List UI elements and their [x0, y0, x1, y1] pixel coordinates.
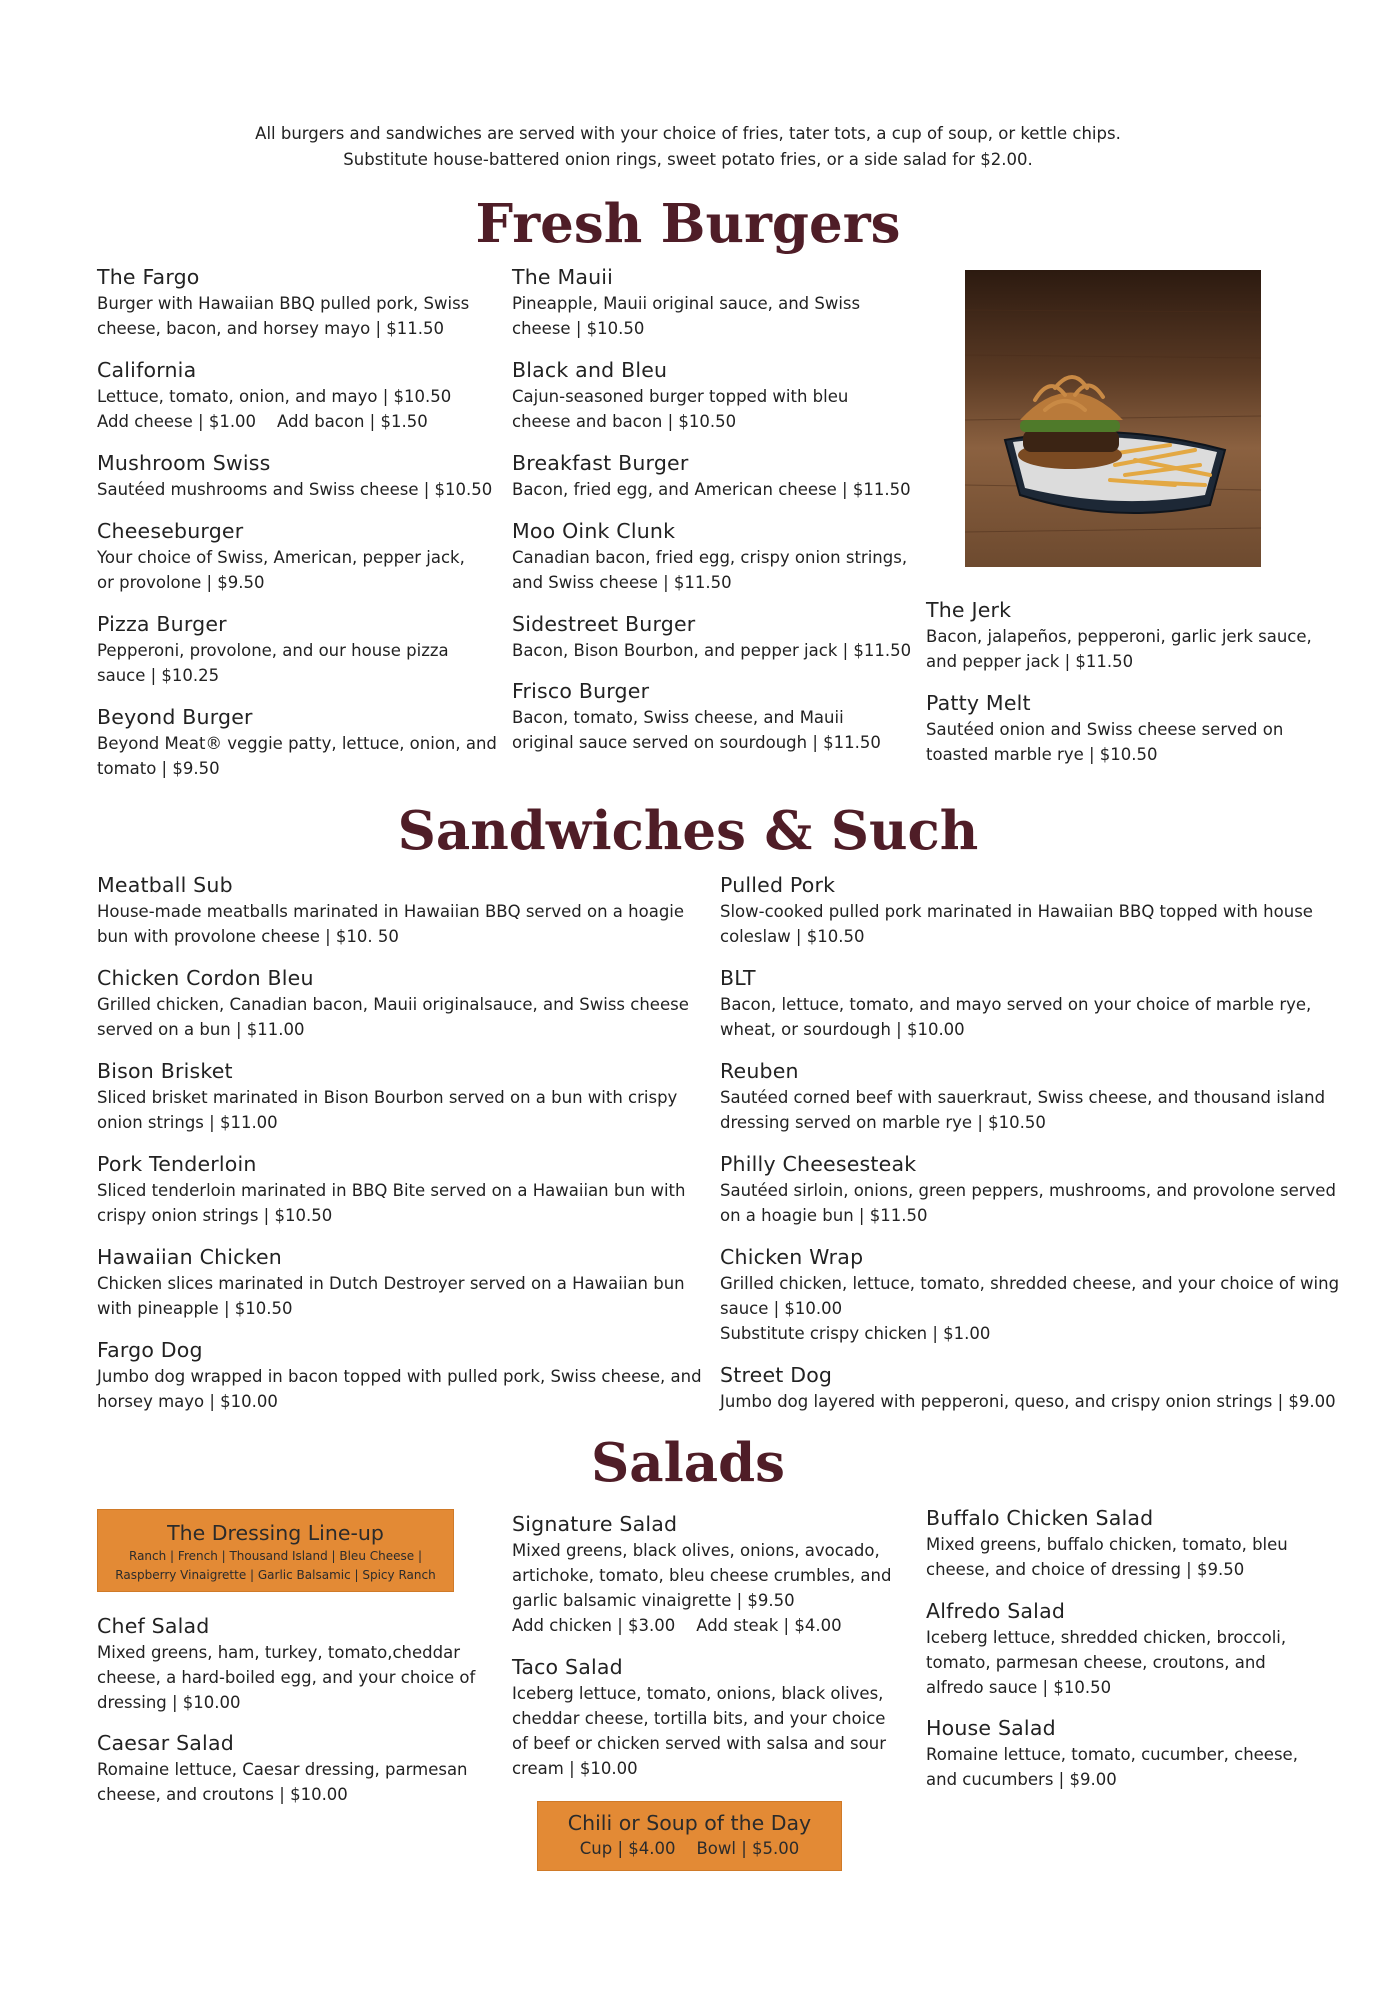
item-name: Beyond Burger: [97, 705, 253, 729]
item-line: on a hoagie bun | $11.50: [720, 1206, 928, 1225]
menu-item: [97, 1150, 687, 1228]
item-line: cheese, a hard-boiled egg, and your choice of: [97, 1668, 476, 1687]
item-name: House Salad: [926, 1716, 1056, 1740]
item-description: [512, 1681, 912, 1781]
item-name: Taco Salad: [512, 1655, 623, 1679]
menu-item: [512, 610, 912, 663]
item-description: [97, 992, 687, 1042]
intro-note: [0, 121, 1376, 173]
section-title-salads: Salads: [591, 1432, 785, 1494]
item-name: Moo Oink Clunk: [512, 519, 676, 543]
menu-item: [97, 449, 497, 502]
item-line: sauce | $10.00: [720, 1299, 843, 1318]
menu-item: [926, 596, 1326, 674]
menu-item: [720, 1057, 1326, 1135]
item-line: garlic balsamic vinaigrette | $9.50: [512, 1591, 795, 1610]
burger-and-fries-icon: [965, 270, 1261, 567]
item-name: Reuben: [720, 1059, 799, 1083]
item-line: Sautéed mushrooms and Swiss cheese | $10.50: [97, 480, 493, 499]
item-line: Sliced brisket marinated in Bison Bourbon served on a bun with crispy: [97, 1088, 678, 1107]
item-name: Sidestreet Burger: [512, 612, 696, 636]
menu-item: [97, 964, 687, 1042]
item-line: dressing served on marble rye | $10.50: [720, 1113, 1046, 1132]
menu-item: [97, 1729, 497, 1807]
item-name: Hawaiian Chicken: [97, 1245, 282, 1269]
item-line: tomato, parmesan cheese, croutons, and: [926, 1653, 1266, 1672]
item-line: Romaine lettuce, Caesar dressing, parmesan: [97, 1760, 468, 1779]
item-description: [97, 384, 497, 434]
item-name: Breakfast Burger: [512, 451, 689, 475]
item-line: Canadian bacon, fried egg, crispy onion strings,: [512, 548, 908, 567]
menu-item: [720, 1243, 1340, 1346]
burger-photo: [965, 270, 1261, 567]
item-description: [97, 1085, 687, 1135]
item-description: [97, 1757, 497, 1807]
menu-item: [720, 964, 1310, 1042]
item-name: Alfredo Salad: [926, 1599, 1066, 1623]
item-line: Grilled chicken, Canadian bacon, Mauii originalsauce, and Swiss cheese: [97, 995, 689, 1014]
item-description: [926, 624, 1326, 674]
item-line: coleslaw | $10.50: [720, 927, 865, 946]
item-line: Chicken slices marinated in Dutch Destroyer served on a Hawaiian bun: [97, 1274, 685, 1293]
item-line: bun with provolone cheese | $10. 50: [97, 927, 399, 946]
item-line: with pineapple | $10.50: [97, 1299, 293, 1318]
item-line: and cucumbers | $9.00: [926, 1770, 1117, 1789]
menu-item: [720, 1361, 1336, 1414]
item-line: cream | $10.00: [512, 1759, 638, 1778]
item-name: Pulled Pork: [720, 873, 836, 897]
item-line: cheese, bacon, and horsey mayo | $11.50: [97, 319, 444, 338]
chili-soup-box: [537, 1801, 842, 1871]
item-description: [512, 477, 912, 502]
menu-item: [926, 1504, 1326, 1582]
item-line: Pineapple, Mauii original sauce, and Swiss: [512, 294, 861, 313]
item-description: [926, 1742, 1326, 1792]
item-line: Sautéed sirloin, onions, green peppers, mushrooms, and provolone served: [720, 1181, 1336, 1200]
item-description: [926, 1532, 1326, 1582]
item-line: Bacon, Bison Bourbon, and pepper jack | $11.50: [512, 641, 912, 660]
item-line: of beef or chicken served with salsa and sour: [512, 1734, 886, 1753]
item-line: and Swiss cheese | $11.50: [512, 573, 732, 592]
item-line: Bacon, lettuce, tomato, and mayo served on your choice of marble rye,: [720, 995, 1312, 1014]
item-name: Fargo Dog: [97, 1338, 203, 1362]
item-line: Bacon, tomato, Swiss cheese, and Mauii: [512, 708, 844, 727]
item-description: [97, 899, 687, 949]
menu-item: [97, 610, 497, 688]
item-line: Add chicken | $3.00 Add steak | $4.00: [512, 1616, 842, 1635]
menu-item: [512, 677, 912, 755]
dressing-list-line: Ranch | French | Thousand Island | Bleu Cheese |: [129, 1549, 422, 1563]
menu-item: [97, 871, 687, 949]
item-line: and pepper jack | $11.50: [926, 652, 1134, 671]
item-line: Slow-cooked pulled pork marinated in Hawaiian BBQ topped with house: [720, 902, 1313, 921]
item-description: [97, 1178, 687, 1228]
item-description: [720, 899, 1313, 949]
item-description: [512, 1538, 912, 1638]
item-line: toasted marble rye | $10.50: [926, 745, 1158, 764]
item-description: [97, 1640, 497, 1715]
menu-item: [512, 1653, 912, 1781]
item-name: Chef Salad: [97, 1614, 210, 1638]
section-title-sandwiches: Sandwiches & Such: [397, 800, 979, 862]
item-name: Philly Cheesesteak: [720, 1152, 917, 1176]
menu-item: [97, 1057, 687, 1135]
item-name: Chicken Wrap: [720, 1245, 864, 1269]
menu-item: [512, 356, 912, 434]
dressing-lineup-box: [97, 1509, 454, 1592]
menu-item: [512, 449, 912, 502]
item-name: Black and Bleu: [512, 358, 668, 382]
item-description: [97, 1364, 702, 1414]
item-description: [512, 705, 912, 755]
dressing-title: The Dressing Line-up: [167, 1521, 384, 1545]
item-line: Mixed greens, black olives, onions, avocado,: [512, 1541, 880, 1560]
menu-item: [512, 263, 912, 341]
item-line: Mixed greens, ham, turkey, tomato,cheddar: [97, 1643, 460, 1662]
item-line: Add cheese | $1.00 Add bacon | $1.50: [97, 412, 428, 431]
item-line: Burger with Hawaiian BBQ pulled pork, Swiss: [97, 294, 470, 313]
menu-item: [97, 1612, 497, 1715]
menu-item: [926, 1714, 1326, 1792]
item-name: Frisco Burger: [512, 679, 650, 703]
intro-line: Substitute house-battered onion rings, sweet potato fries, or a side salad for $2.00.: [343, 150, 1033, 169]
item-name: The Mauii: [512, 265, 614, 289]
item-line: Grilled chicken, lettuce, tomato, shredded cheese, and your choice of wing: [720, 1274, 1340, 1293]
item-name: The Fargo: [97, 265, 200, 289]
item-line: onion strings | $11.00: [97, 1113, 278, 1132]
item-line: cheese | $10.50: [512, 319, 645, 338]
intro-line: All burgers and sandwiches are served with your choice of fries, tater tots, a cup of soup, or kettle chips.: [255, 124, 1121, 143]
item-description: [720, 1389, 1336, 1414]
item-line: cheese and bacon | $10.50: [512, 412, 737, 431]
item-description: [720, 992, 1310, 1042]
item-line: House-made meatballs marinated in Hawaiian BBQ served on a hoagie: [97, 902, 685, 921]
item-line: Bacon, jalapeños, pepperoni, garlic jerk sauce,: [926, 627, 1312, 646]
item-line: Bacon, fried egg, and American cheese | $11.50: [512, 480, 911, 499]
item-line: original sauce served on sourdough | $11.50: [512, 733, 881, 752]
item-name: Street Dog: [720, 1363, 833, 1387]
item-name: Caesar Salad: [97, 1731, 234, 1755]
item-name: Chicken Cordon Bleu: [97, 966, 314, 990]
menu-item: [720, 871, 1313, 949]
menu-item: [512, 1510, 912, 1638]
item-description: [97, 477, 497, 502]
chili-prices: Cup | $4.00 Bowl | $5.00: [579, 1839, 800, 1858]
menu-item: [97, 263, 497, 341]
menu-item: [97, 356, 497, 434]
item-line: Iceberg lettuce, tomato, onions, black olives,: [512, 1684, 884, 1703]
item-line: Romaine lettuce, tomato, cucumber, cheese,: [926, 1745, 1298, 1764]
item-description: [512, 545, 912, 595]
menu-item: [97, 517, 497, 595]
item-description: [926, 1625, 1326, 1700]
item-name: The Jerk: [926, 598, 1012, 622]
item-description: [720, 1085, 1326, 1135]
item-name: California: [97, 358, 197, 382]
item-line: cheddar cheese, tortilla bits, and your choice: [512, 1709, 886, 1728]
item-line: Sautéed onion and Swiss cheese served on: [926, 720, 1284, 739]
item-description: [512, 638, 912, 663]
item-description: [512, 384, 912, 434]
item-name: BLT: [720, 966, 756, 990]
item-line: dressing | $10.00: [97, 1693, 241, 1712]
item-description: [97, 291, 497, 341]
item-description: [926, 717, 1326, 767]
item-name: Patty Melt: [926, 691, 1031, 715]
item-name: Meatball Sub: [97, 873, 233, 897]
menu-item: [926, 689, 1326, 767]
item-description: [97, 545, 497, 595]
item-line: Your choice of Swiss, American, pepper jack,: [97, 548, 465, 567]
item-line: wheat, or sourdough | $10.00: [720, 1020, 965, 1039]
menu-item: [926, 1597, 1326, 1700]
section-title-burgers: Fresh Burgers: [475, 193, 901, 255]
item-line: sauce | $10.25: [97, 666, 220, 685]
item-name: Mushroom Swiss: [97, 451, 271, 475]
chili-title: Chili or Soup of the Day: [567, 1811, 812, 1835]
item-line: Substitute crispy chicken | $1.00: [720, 1324, 991, 1343]
dressing-list-line: Raspberry Vinaigrette | Garlic Balsamic | Spicy Ranch: [115, 1568, 436, 1582]
menu-item: [720, 1150, 1336, 1228]
item-line: Iceberg lettuce, shredded chicken, broccoli,: [926, 1628, 1287, 1647]
item-name: Signature Salad: [512, 1512, 678, 1536]
item-description: [720, 1178, 1336, 1228]
item-name: Cheeseburger: [97, 519, 244, 543]
item-line: tomato | $9.50: [97, 759, 220, 778]
item-name: Pizza Burger: [97, 612, 227, 636]
menu-item: [97, 1243, 687, 1321]
item-line: cheese, and choice of dressing | $9.50: [926, 1560, 1245, 1579]
item-name: Bison Brisket: [97, 1059, 233, 1083]
item-name: Pork Tenderloin: [97, 1152, 257, 1176]
item-line: Lettuce, tomato, onion, and mayo | $10.50: [97, 387, 452, 406]
item-line: Jumbo dog layered with pepperoni, queso, and crispy onion strings | $9.00: [720, 1392, 1336, 1411]
item-description: [97, 638, 497, 688]
item-line: Jumbo dog wrapped in bacon topped with pulled pork, Swiss cheese, and: [97, 1367, 702, 1386]
menu-item: [97, 1336, 702, 1414]
item-line: Cajun-seasoned burger topped with bleu: [512, 387, 849, 406]
item-line: served on a bun | $11.00: [97, 1020, 305, 1039]
item-description: [97, 731, 497, 781]
menu-item: [97, 703, 497, 781]
item-line: artichoke, tomato, bleu cheese crumbles, and: [512, 1566, 892, 1585]
item-line: horsey mayo | $10.00: [97, 1392, 278, 1411]
menu-item: [512, 517, 912, 595]
item-line: cheese, and croutons | $10.00: [97, 1785, 348, 1804]
item-name: Buffalo Chicken Salad: [926, 1506, 1154, 1530]
item-description: [720, 1271, 1340, 1346]
item-line: or provolone | $9.50: [97, 573, 265, 592]
item-description: [512, 291, 912, 341]
item-line: Pepperoni, provolone, and our house pizza: [97, 641, 449, 660]
item-line: Sautéed corned beef with sauerkraut, Swiss cheese, and thousand island: [720, 1088, 1326, 1107]
item-line: alfredo sauce | $10.50: [926, 1678, 1112, 1697]
item-line: crispy onion strings | $10.50: [97, 1206, 333, 1225]
item-line: Sliced tenderloin marinated in BBQ Bite served on a Hawaiian bun with: [97, 1181, 686, 1200]
item-line: Mixed greens, buffalo chicken, tomato, bleu: [926, 1535, 1288, 1554]
item-line: Beyond Meat® veggie patty, lettuce, onion, and: [97, 734, 497, 753]
item-description: [97, 1271, 687, 1321]
